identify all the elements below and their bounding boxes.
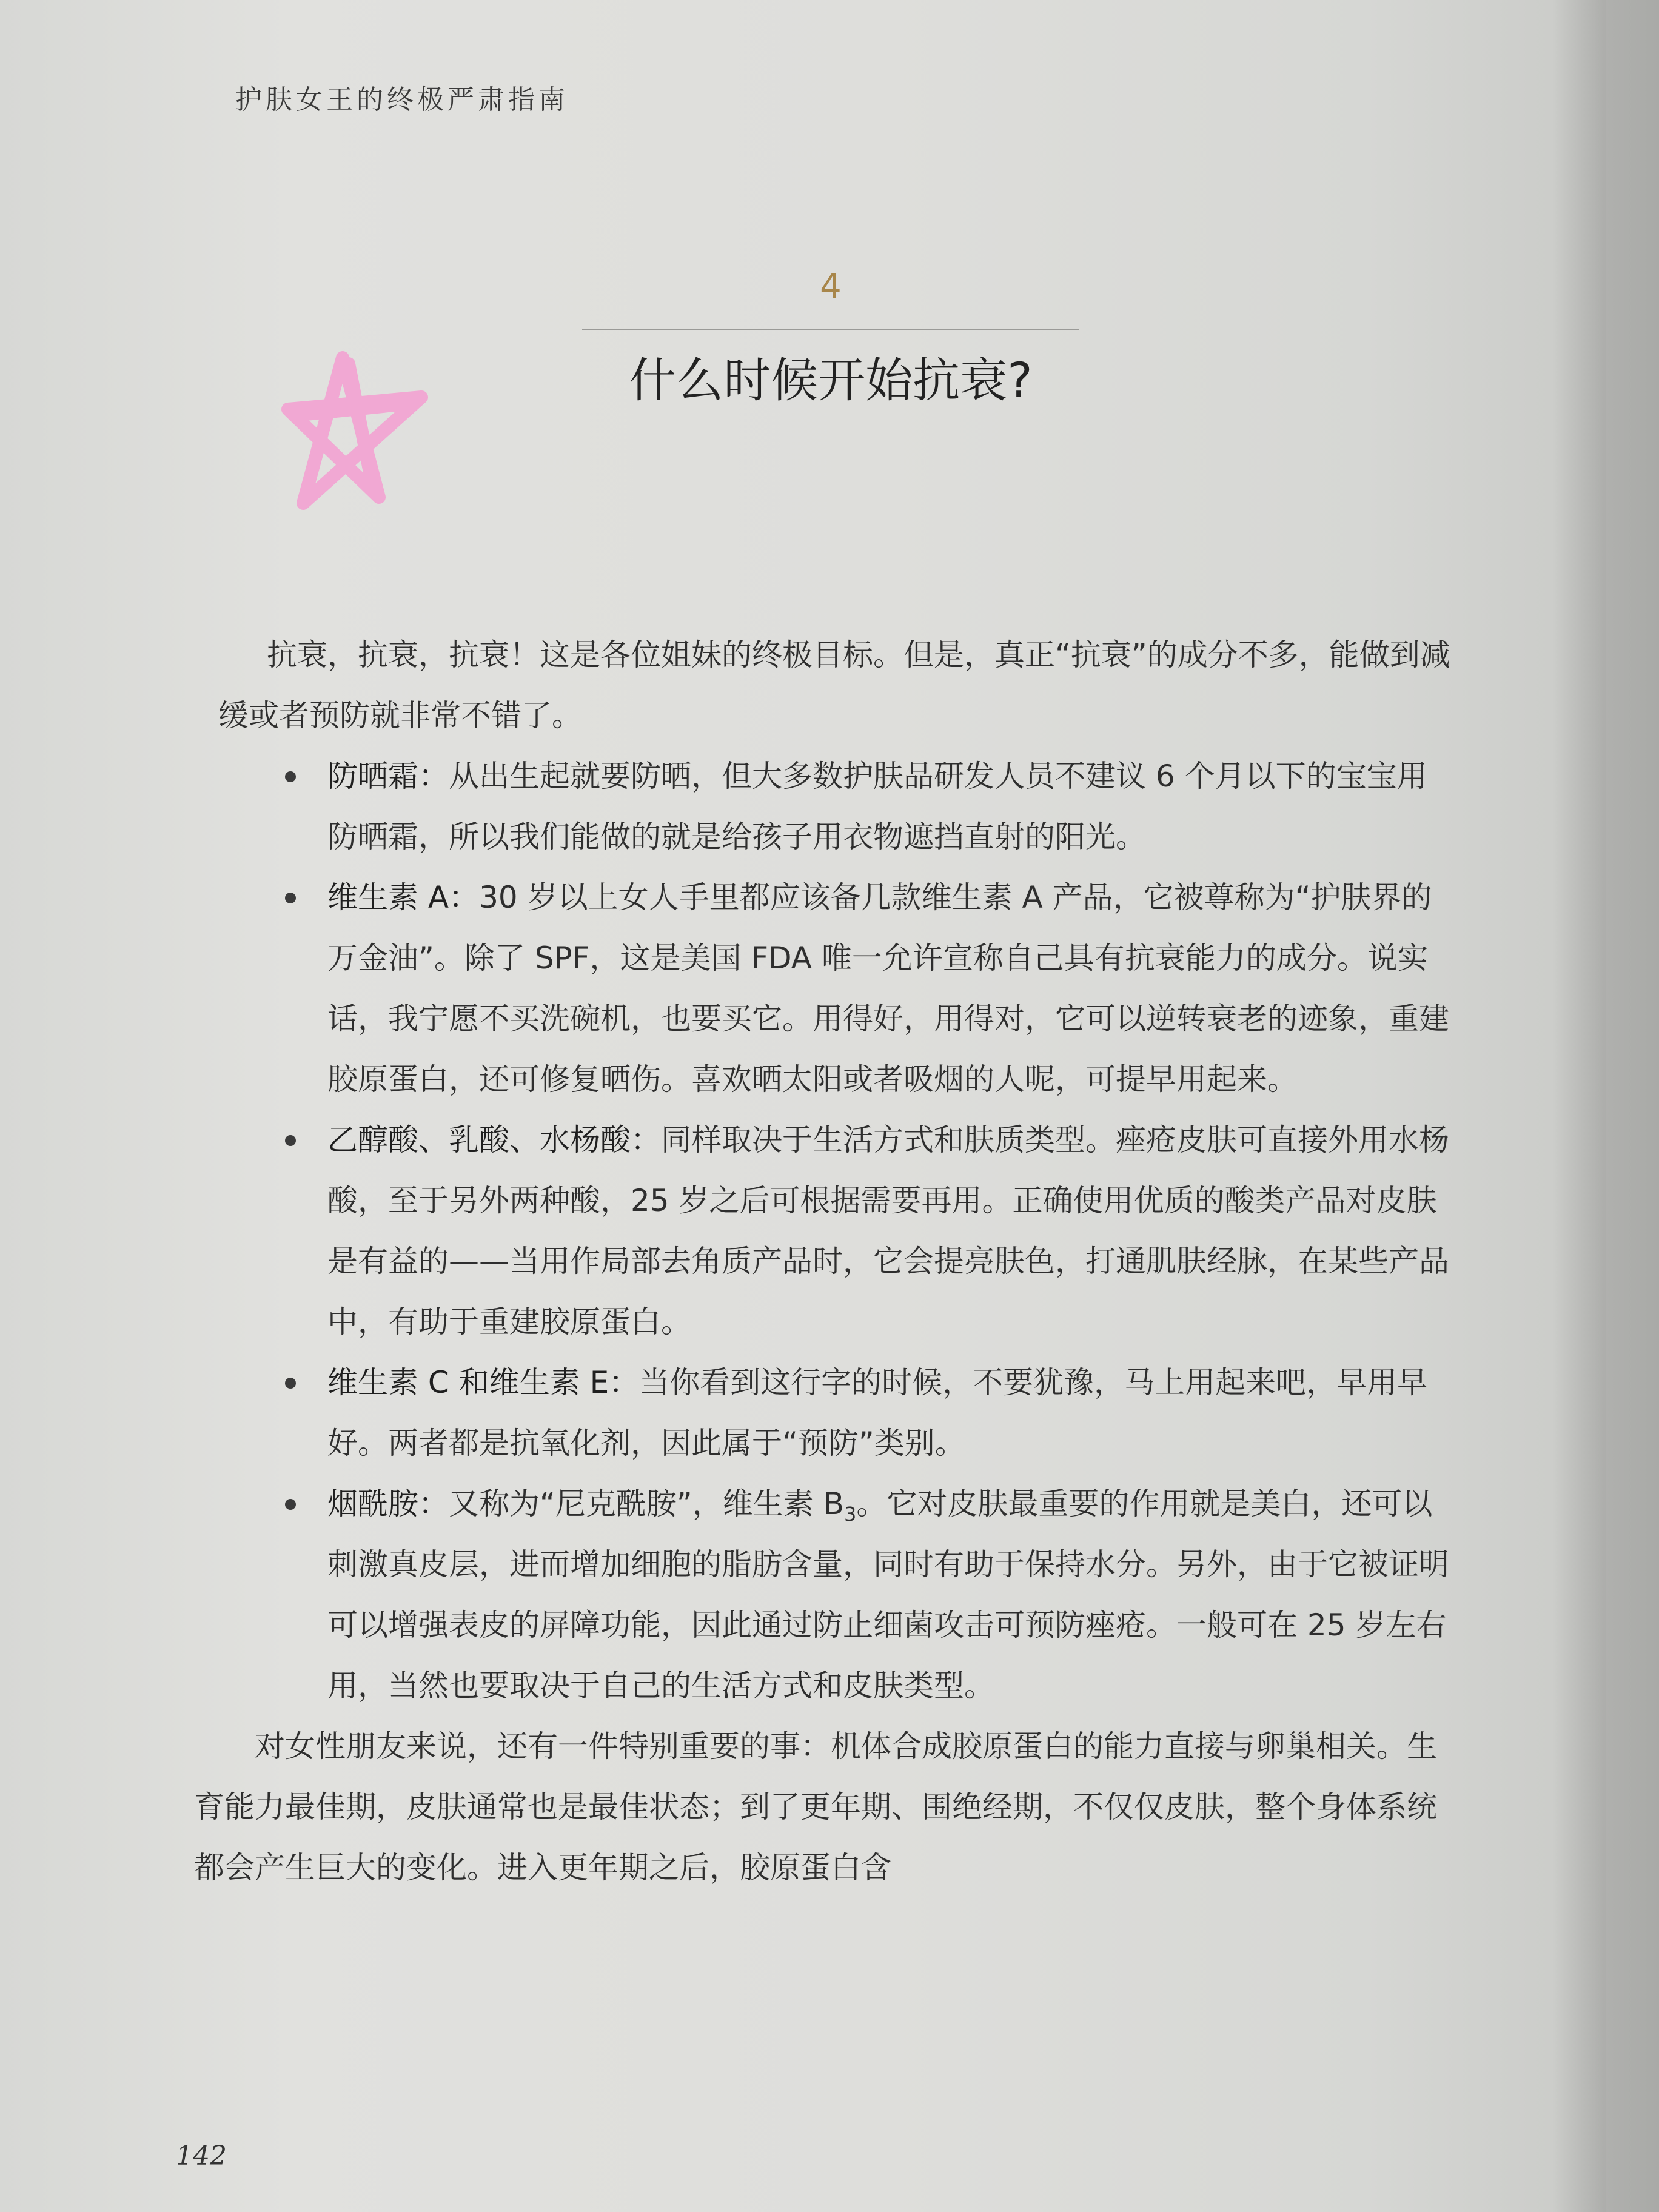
list-item-text: 30 岁以上女人手里都应该备几款维生素 A 产品，它被尊称为“护肤界的万金油”。除了 SPF，这是美国 FDA 唯一允许宣称自己具有抗衰能力的成分。说实话，我宁愿不买洗碗机，也要买它。用得好，用得对，它可以逆转衰老的迹象，重建胶原蛋白，还可修复晒伤。喜欢晒太阳或者吸烟的人呢，可提早用起来。 bbox=[327, 880, 1449, 1097]
list-item-term: 乙醇酸、乳酸、水杨酸： bbox=[327, 1122, 661, 1158]
list-item-text: 当你看到这行字的时候，不要犹豫，马上用起来吧，早用早好。两者都是抗氧化剂，因此属于“预防”类别。 bbox=[327, 1365, 1428, 1461]
page-number: 142 bbox=[176, 2140, 227, 2171]
list-item bbox=[327, 867, 1455, 1110]
list-item-text: 又称为“尼克酰胺”，维生素 B bbox=[449, 1486, 845, 1521]
running-header: 护肤女王的终极严肃指南 bbox=[235, 84, 569, 115]
book-spine-shadow bbox=[1552, 0, 1659, 2212]
closing-paragraph: 对女性朋友来说，还有一件特别重要的事：机体合成胶原蛋白的能力直接与卵巢相关。生育能力最佳期，皮肤通常也是最佳状态；到了更年期、围绝经期，不仅仅皮肤，整个身体系统都会产生巨大的变化。进入更年期之后，胶原蛋白含 bbox=[194, 1729, 1437, 1885]
list-item bbox=[327, 1473, 1455, 1716]
pink-star-doodle-icon bbox=[276, 346, 434, 515]
list-item-term: 维生素 A： bbox=[327, 880, 480, 915]
list-item-term: 维生素 C 和维生素 E： bbox=[327, 1365, 640, 1400]
list-item bbox=[327, 746, 1455, 867]
intro-paragraph: 抗衰，抗衰，抗衰！这是各位姐妹的终极目标。但是，真正“抗衰”的成分不多，能做到减缓或者预防就非常不错了。 bbox=[218, 637, 1450, 733]
subscript: 3 bbox=[844, 1503, 857, 1526]
list-item-term: 防晒霜： bbox=[327, 759, 449, 794]
list-item-term: 烟酰胺： bbox=[327, 1486, 449, 1521]
section-title: 什么时候开始抗衰? bbox=[629, 354, 1033, 408]
section-divider bbox=[582, 329, 1079, 330]
body-text bbox=[194, 625, 1455, 1898]
list-item-text: 同样取决于生活方式和肤质类型。痤疮皮肤可直接外用水杨酸，至于另外两种酸，25 岁之后可根据需要再用。正确使用优质的酸类产品对皮肤是有益的——当用作局部去角质产品时，它会提亮肤色，打通肌肤经脉，在某些产品中，有助于重建胶原蛋白。 bbox=[327, 1122, 1449, 1339]
list-item-text: 。它对皮肤最重要的作用就是美白，还可以刺激真皮层，进而增加细胞的脂肪含量，同时有助于保持水分。另外，由于它被证明可以增强表皮的屏障功能，因此通过防止细菌攻击可预防痤疮。一般可在 25 岁左右用，当然也要取决于自己的生活方式和皮肤类型。 bbox=[327, 1486, 1449, 1703]
list-item-text: 从出生起就要防晒，但大多数护肤品研发人员不建议 6 个月以下的宝宝用防晒霜，所以我们能做的就是给孩子用衣物遮挡直射的阳光。 bbox=[327, 759, 1427, 854]
list-item bbox=[327, 1110, 1455, 1352]
section-number: 4 bbox=[820, 267, 842, 306]
list-item bbox=[327, 1352, 1455, 1473]
ingredient-list bbox=[194, 746, 1455, 1716]
